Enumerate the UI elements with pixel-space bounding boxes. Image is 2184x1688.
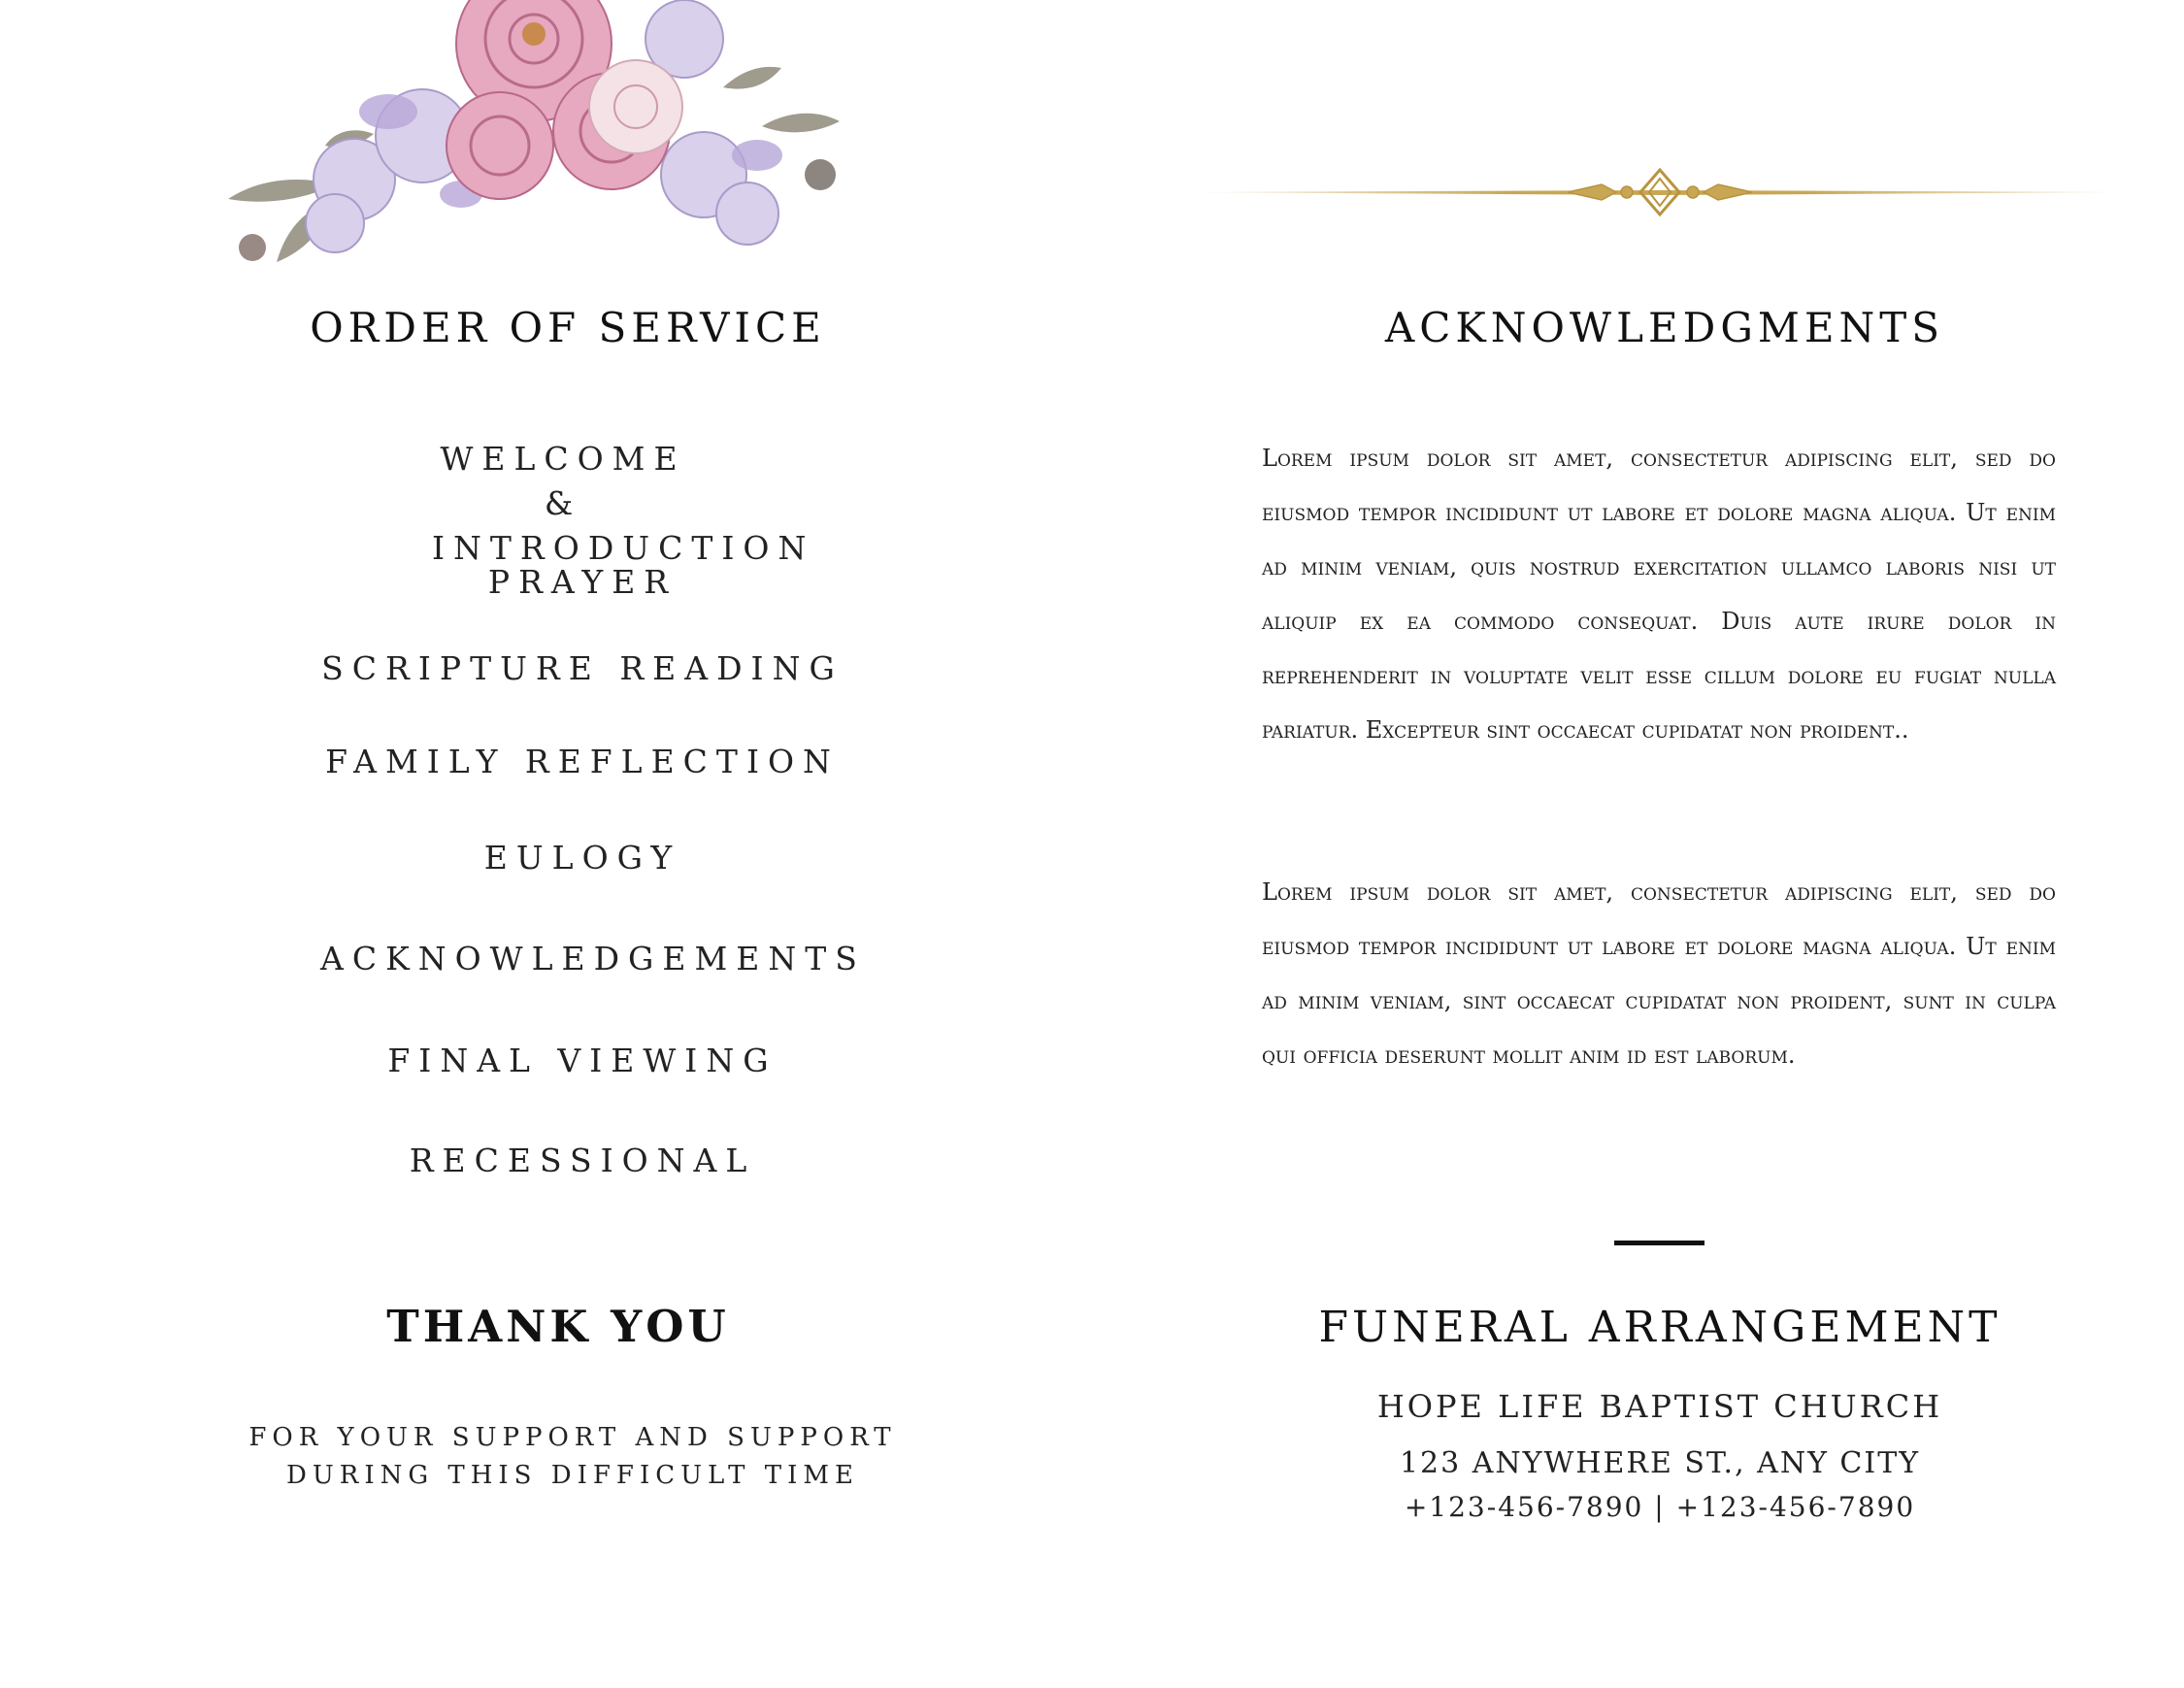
church-phone: +123-456-7890 | +123-456-7890 (1404, 1491, 1916, 1523)
church-name: HOPE LIFE BAPTIST CHURCH (1376, 1388, 1943, 1425)
funeral-arrangement-title: FUNERAL ARRANGEMENT (1318, 1303, 2002, 1352)
acknowledgments-paragraph-2: Lorem ipsum dolor sit amet, consectetur adipiscing elit, sed do eiusmod tempor incididunt ut labore et dolore magna aliqua. Ut enim ad minim veniam, sint occaecat cupidatat non proident, sunt in culpa qui officia deserunt mollit anim id est laborum. (1262, 878, 2056, 1069)
church-address: 123 ANYWHERE ST., ANY CITY (1399, 1446, 1921, 1480)
service-item-eulogy: EULOGY (483, 839, 681, 877)
order-of-service-title: ORDER OF SERVICE (310, 304, 826, 351)
service-item-final-viewing: FINAL VIEWING (387, 1042, 778, 1079)
service-item-welcome: WELCOME & INTRODUCTION (432, 440, 815, 567)
service-item-recessional: RECESSIONAL (409, 1142, 756, 1179)
service-item-scripture-reading: SCRIPTURE READING (321, 649, 844, 687)
acknowledgments-title: ACKNOWLEDGMENTS (1384, 304, 1945, 351)
service-item-prayer: PRAYER (487, 563, 678, 601)
acknowledgments-paragraph-1: Lorem ipsum dolor sit amet, consectetur adipiscing elit, sed do eiusmod tempor incididunt ut labore et dolore magna aliqua. Ut enim ad minim veniam, quis nostrud exercitation ullamco laboris nisi ut aliquip ex ea commodo consequat. Duis aute irure dolor in reprehenderit in voluptate velit esse cillum dolore eu fugiat nulla pariatur. Excepteur sint occaecat cupidatat non proident.. (1262, 445, 2056, 744)
thank-you-line-2: DURING THIS DIFFICULT TIME (286, 1461, 859, 1490)
floral-bouquet-illustration (218, 0, 849, 277)
gold-ornamental-divider (1175, 165, 2145, 223)
service-item-family-reflection: FAMILY REFLECTION (325, 743, 840, 780)
thank-you-title: THANK YOU (386, 1301, 730, 1352)
thank-you-message (223, 1419, 922, 1495)
service-item-acknowledgements: ACKNOWLEDGEMENTS (320, 940, 866, 977)
section-divider-rule (1614, 1241, 1704, 1245)
thank-you-line-1: FOR YOUR SUPPORT AND SUPPORT (248, 1423, 897, 1452)
